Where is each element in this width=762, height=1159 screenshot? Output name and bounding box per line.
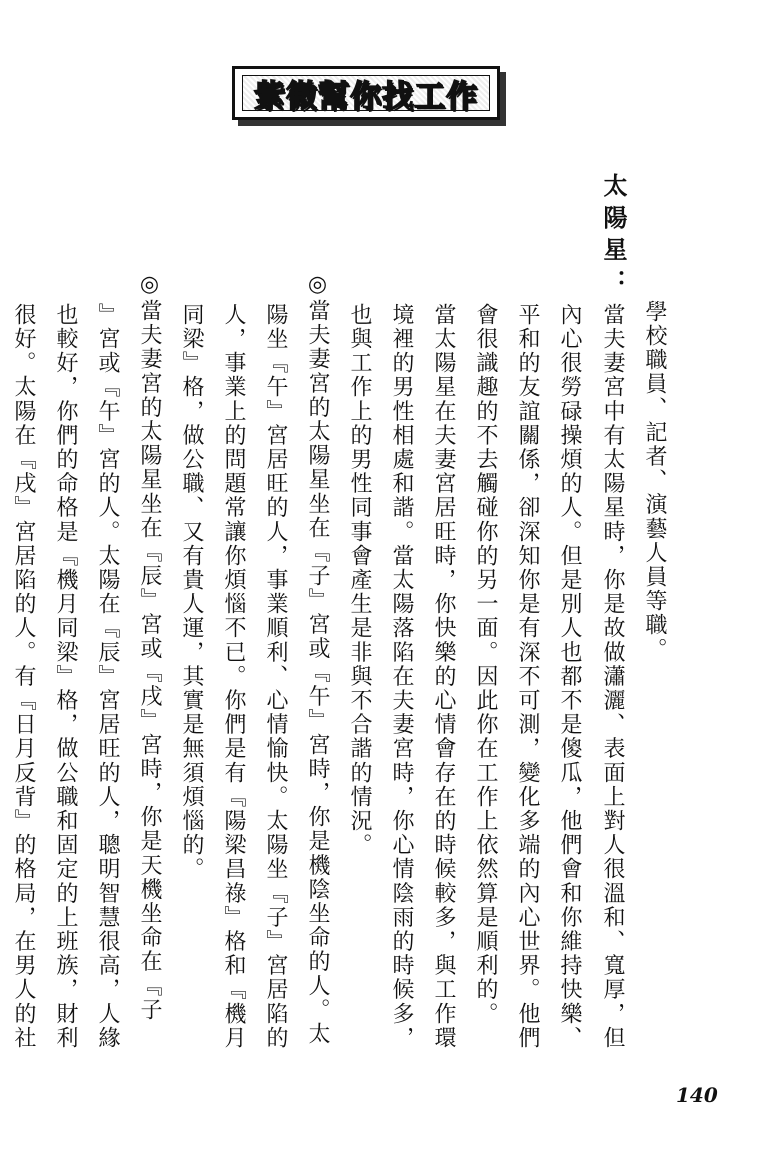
- text-column-4: 平和的友誼關係，卻深知你是有深不可測，變化多端的內心世界。他們: [515, 303, 540, 1051]
- text-column-3: 內心很勞碌操煩的人。但是別人也都不是傻瓜，他們會和你維持快樂、: [557, 303, 582, 1051]
- chapter-title: 紫微幫你找工作: [254, 78, 478, 115]
- text-column-13: ◎當夫妻宮的太陽星坐在『辰』宮或『戌』宮時，你是天機坐命在『子: [137, 272, 162, 1023]
- text-column-1: 學校職員、記者、演藝人員等職。: [642, 300, 667, 662]
- text-column-12: 同梁』格，做公職、又有貴人運，其實是無須煩惱的。: [179, 303, 204, 882]
- text-column-9: ◎當夫妻宮的太陽星坐在『子』宮或『午』宮時，你是機陰坐命的人。太: [305, 272, 330, 1047]
- text-column-14: 』宮或『午』宮的人。太陽在『辰』宮居旺的人，聰明智慧很高，人緣: [95, 303, 120, 1051]
- text-column-11: 人，事業上的問題常讓你煩惱不已。你們是有『陽梁昌祿』格和『機月: [221, 303, 246, 1051]
- text-column-16: 很好。太陽在『戌』宮居陷的人。有『日月反背』的格局，在男人的社: [11, 303, 36, 1051]
- section-heading: 太陽星：: [599, 173, 627, 301]
- page-number: 140: [676, 1083, 718, 1107]
- text-column-6: 當太陽星在夫妻宮居旺時，你快樂的心情會存在的時候較多，與工作環: [431, 303, 456, 1051]
- text-column-10: 陽坐『午』宮居旺的人，事業順利、心情愉快。太陽坐『子』宮居陷的: [263, 303, 288, 1051]
- text-column-15: 也較好，你們的命格是『機月同梁』格，做公職和固定的上班族，財利: [53, 303, 78, 1051]
- text-column-7: 境裡的男性相處和諧。當太陽落陷在夫妻宮時，你心情陰雨的時候多，: [389, 303, 414, 1051]
- text-column-2: 當夫妻宮中有太陽星時，你是故做瀟灑、表面上對人很溫和、寬厚，但: [600, 303, 625, 1051]
- chapter-title-box: [232, 66, 500, 120]
- text-column-8: 也與工作上的男性同事會產生是非與不合諧的情況。: [347, 303, 372, 858]
- chapter-title-frame: [242, 75, 490, 115]
- text-column-5: 會很識趣的不去觸碰你的另一面。因此你在工作上依然算是順利的。: [473, 303, 498, 1026]
